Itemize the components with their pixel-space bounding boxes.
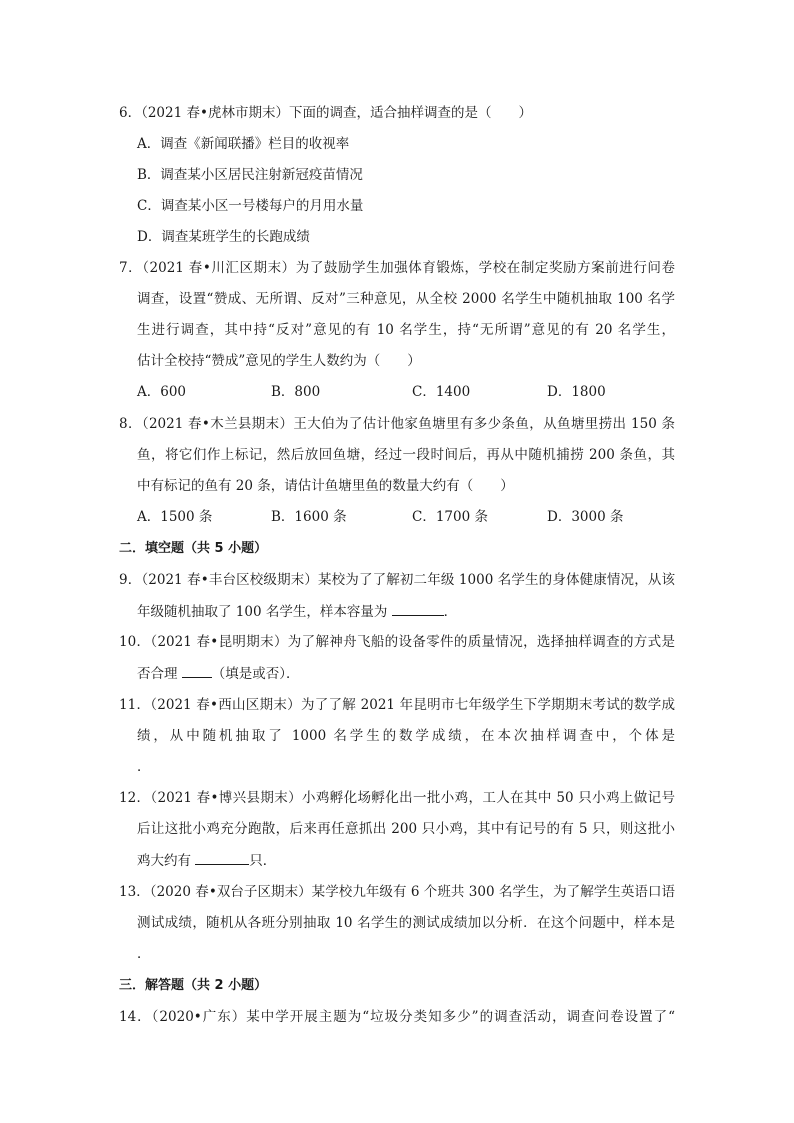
q10-line-2-text: 否合理 [137, 666, 178, 682]
q8-option-c: C．1700 条 [412, 509, 488, 525]
q10-line-1: 10．（2021 春•昆明期末）为了解神舟飞船的设备零件的质量情况，选择抽样调查的方式是 [119, 634, 675, 650]
q12-line-1: 12．（2021 春•博兴县期末）小鸡孵化场孵化出一批小鸡，工人在其中 50 只小鸡上做记号 [119, 790, 675, 806]
q7-line-2: 调查，设置“赞成、无所谓、反对”三种意见，从全校 2000 名学生中随机抽取 100 名学 [137, 291, 675, 307]
q7-option-c: C．1400 [412, 384, 471, 400]
q10-line-2 [137, 663, 300, 684]
q11-line-2: 绩，从中随机抽取了 1000 名学生的数学成绩，在本次抽样调查中，个体是 [137, 728, 675, 744]
q6-option-d: D．调查某班学生的长跑成绩 [137, 229, 310, 245]
q9-line-2-text: 年级随机抽取了 100 名学生，样本容量为 [137, 604, 388, 620]
q12-answer-blank [195, 850, 249, 865]
q12-line-3-end: 只． [249, 853, 277, 869]
q9-answer-blank [392, 601, 444, 616]
q8-line-3: 中有标记的鱼有 20 条，请估计鱼塘里鱼的数量大约有（ ） [137, 478, 514, 494]
q8-line-2: 鱼，将它们作上标记，然后放回鱼塘，经过一段时间后，再从中随机捕捞 200 条鱼，其 [137, 447, 675, 463]
q6-option-a: A．调查《新闻联播》栏目的收视率 [137, 136, 350, 152]
q10-answer-blank [182, 663, 212, 678]
q6-stem: 6．（2021 春•虎林市期末）下面的调查，适合抽样调查的是（ ） [119, 105, 532, 121]
q9-line-2-end: ． [443, 604, 458, 620]
q13-line-2: 测试成绩，随机从各班分别抽取 10 名学生的测试成绩加以分析．在这个问题中，样本是 [137, 915, 675, 931]
section-3-title: 三．解答题（共 2 小题） [119, 978, 268, 993]
q11-line-3: ． [137, 759, 151, 775]
q9-line-2 [137, 601, 457, 622]
q7-line-1: 7．（2021 春•川汇区期末）为了鼓励学生加强体育锻炼，学校在制定奖励方案前进行问卷 [119, 260, 675, 276]
q8-option-b: B．1600 条 [271, 509, 347, 525]
q7-option-a: A．600 [137, 384, 187, 400]
q6-option-c: C．调查某小区一号楼每户的月用水量 [137, 198, 364, 214]
q6-option-b: B．调查某小区居民注射新冠疫苗情况 [137, 167, 363, 183]
q7-option-d: D．1800 [547, 384, 606, 400]
q8-line-1: 8．（2021 春•木兰县期末）王大伯为了估计他家鱼塘里有多少条鱼，从鱼塘里捞出 150 条 [119, 416, 675, 432]
q9-line-1: 9．（2021 春•丰台区校级期末）某校为了了解初二年级 1000 名学生的身体健康情况，从该 [119, 572, 675, 588]
q8-option-d: D．3000 条 [547, 509, 624, 525]
q12-line-2: 后让这批小鸡充分跑散，后来再任意抓出 200 只小鸡，其中有记号的有 5 只，则这批小 [137, 821, 675, 837]
q8-option-a: A．1500 条 [137, 509, 213, 525]
section-2-title: 二．填空题（共 5 小题） [119, 541, 268, 556]
q13-line-1: 13．（2020 春•双台子区期末）某学校九年级有 6 个班共 300 名学生，为了解学生英语口语 [119, 884, 675, 900]
q10-line-2-end: （填是或否）． [211, 666, 300, 682]
q14-line-1: 14．（2020•广东）某中学开展主题为“垃圾分类知多少”的调查活动，调查问卷设置了“ [119, 1009, 675, 1025]
q11-line-1: 11．（2021 春•西山区期末）为了了解 2021 年昆明市七年级学生下学期期末考试的数学成 [119, 697, 675, 713]
q7-option-b: B．800 [271, 384, 321, 400]
q12-line-3 [137, 850, 276, 871]
q13-line-3: ． [137, 946, 151, 962]
q12-line-3-text: 鸡大约有 [137, 853, 191, 869]
q7-line-3: 生进行调查，其中持“反对”意见的有 10 名学生，持“无所谓”意见的有 20 名学生， [137, 322, 675, 338]
q7-line-4: 估计全校持“赞成”意见的学生人数约为（ ） [137, 353, 421, 369]
